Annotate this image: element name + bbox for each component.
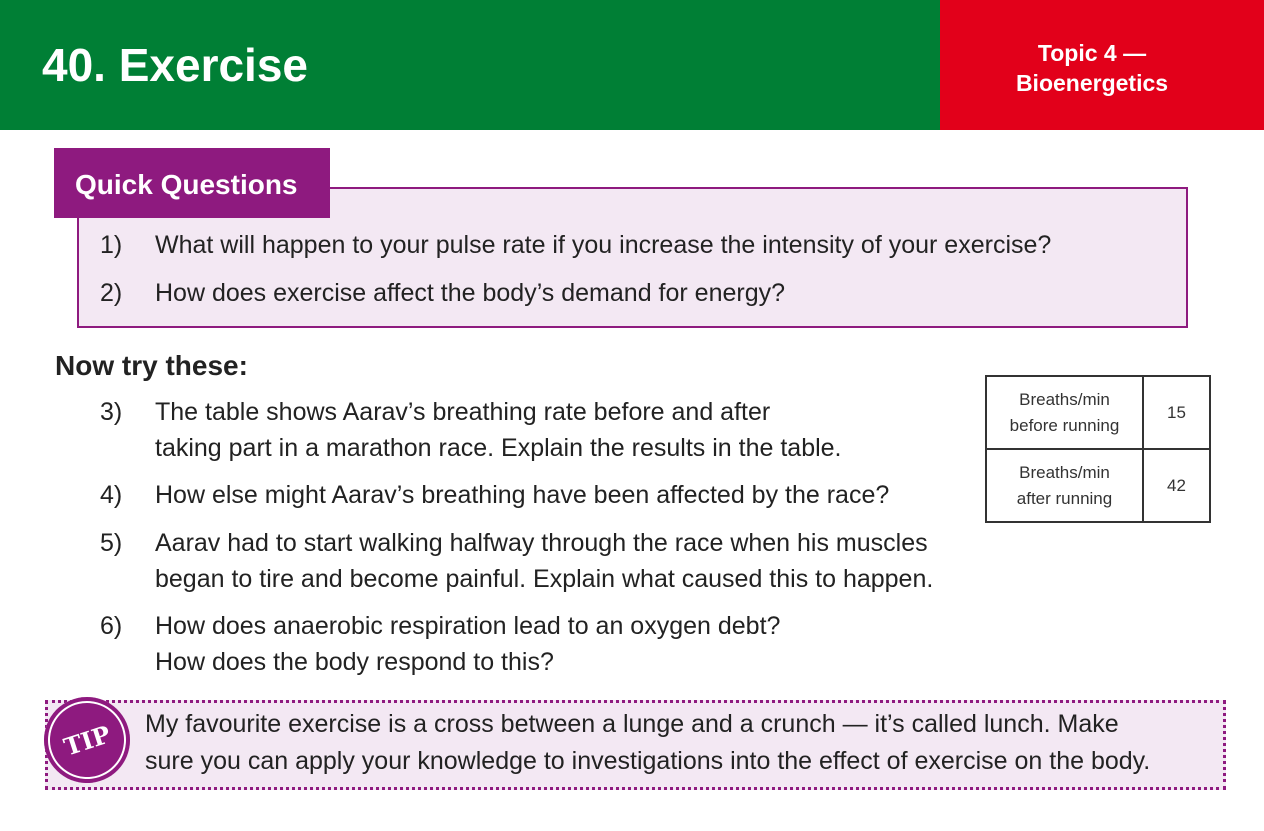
quick-questions-heading: Quick Questions [54,148,330,218]
now-try-heading: Now try these: [55,350,248,381]
question-number: 1) [100,231,123,259]
question-number: 3) [100,398,123,426]
tip-badge-icon: TIP [33,686,141,794]
tip-line: sure you can apply your knowledge to investigations into the effect of exercise on the body. [145,747,1151,775]
question-text: The table shows Aarav’s breathing rate before and after [155,398,771,426]
question-text: taking part in a marathon race. Explain the results in the table. [155,434,842,462]
tip-line: My favourite exercise is a cross between a lunge and a crunch — it’s called lunch. Make [145,710,1119,738]
question-number: 5) [100,529,123,557]
row-value: 42 [1143,449,1210,522]
question-text: How does the body respond to this? [155,648,554,676]
breathing-rate-table [985,375,1211,523]
topic-line-1: Topic 4 — [1037,40,1147,66]
page-title: 40. Exercise [42,39,309,91]
row-value: 15 [1143,376,1210,449]
tip-text [145,706,1150,780]
topic-label [940,38,1244,98]
question-number: 6) [100,612,123,640]
label-line: after running [1016,488,1113,508]
question-number: 4) [100,481,123,509]
label-line: Breaths/min [1019,389,1110,409]
label-line: before running [1009,415,1120,435]
label-line: Breaths/min [1019,462,1110,482]
question-text: How else might Aarav’s breathing have been affected by the race? [155,481,890,509]
table-row [986,376,1210,449]
question-text: Aarav had to start walking halfway through the race when his muscles [155,529,928,557]
question-text: began to tire and become painful. Explain what caused this to happen. [155,565,934,593]
topic-line-2: Bioenergetics [1015,70,1169,96]
question-text: How does exercise affect the body’s demand for energy? [155,279,786,307]
question-number: 2) [100,279,123,307]
row-label [986,449,1143,522]
question-text: What will happen to your pulse rate if you increase the intensity of your exercise? [155,231,1052,259]
table-row [986,449,1210,522]
row-label [986,376,1143,449]
question-text: How does anaerobic respiration lead to an oxygen debt? [155,612,781,640]
